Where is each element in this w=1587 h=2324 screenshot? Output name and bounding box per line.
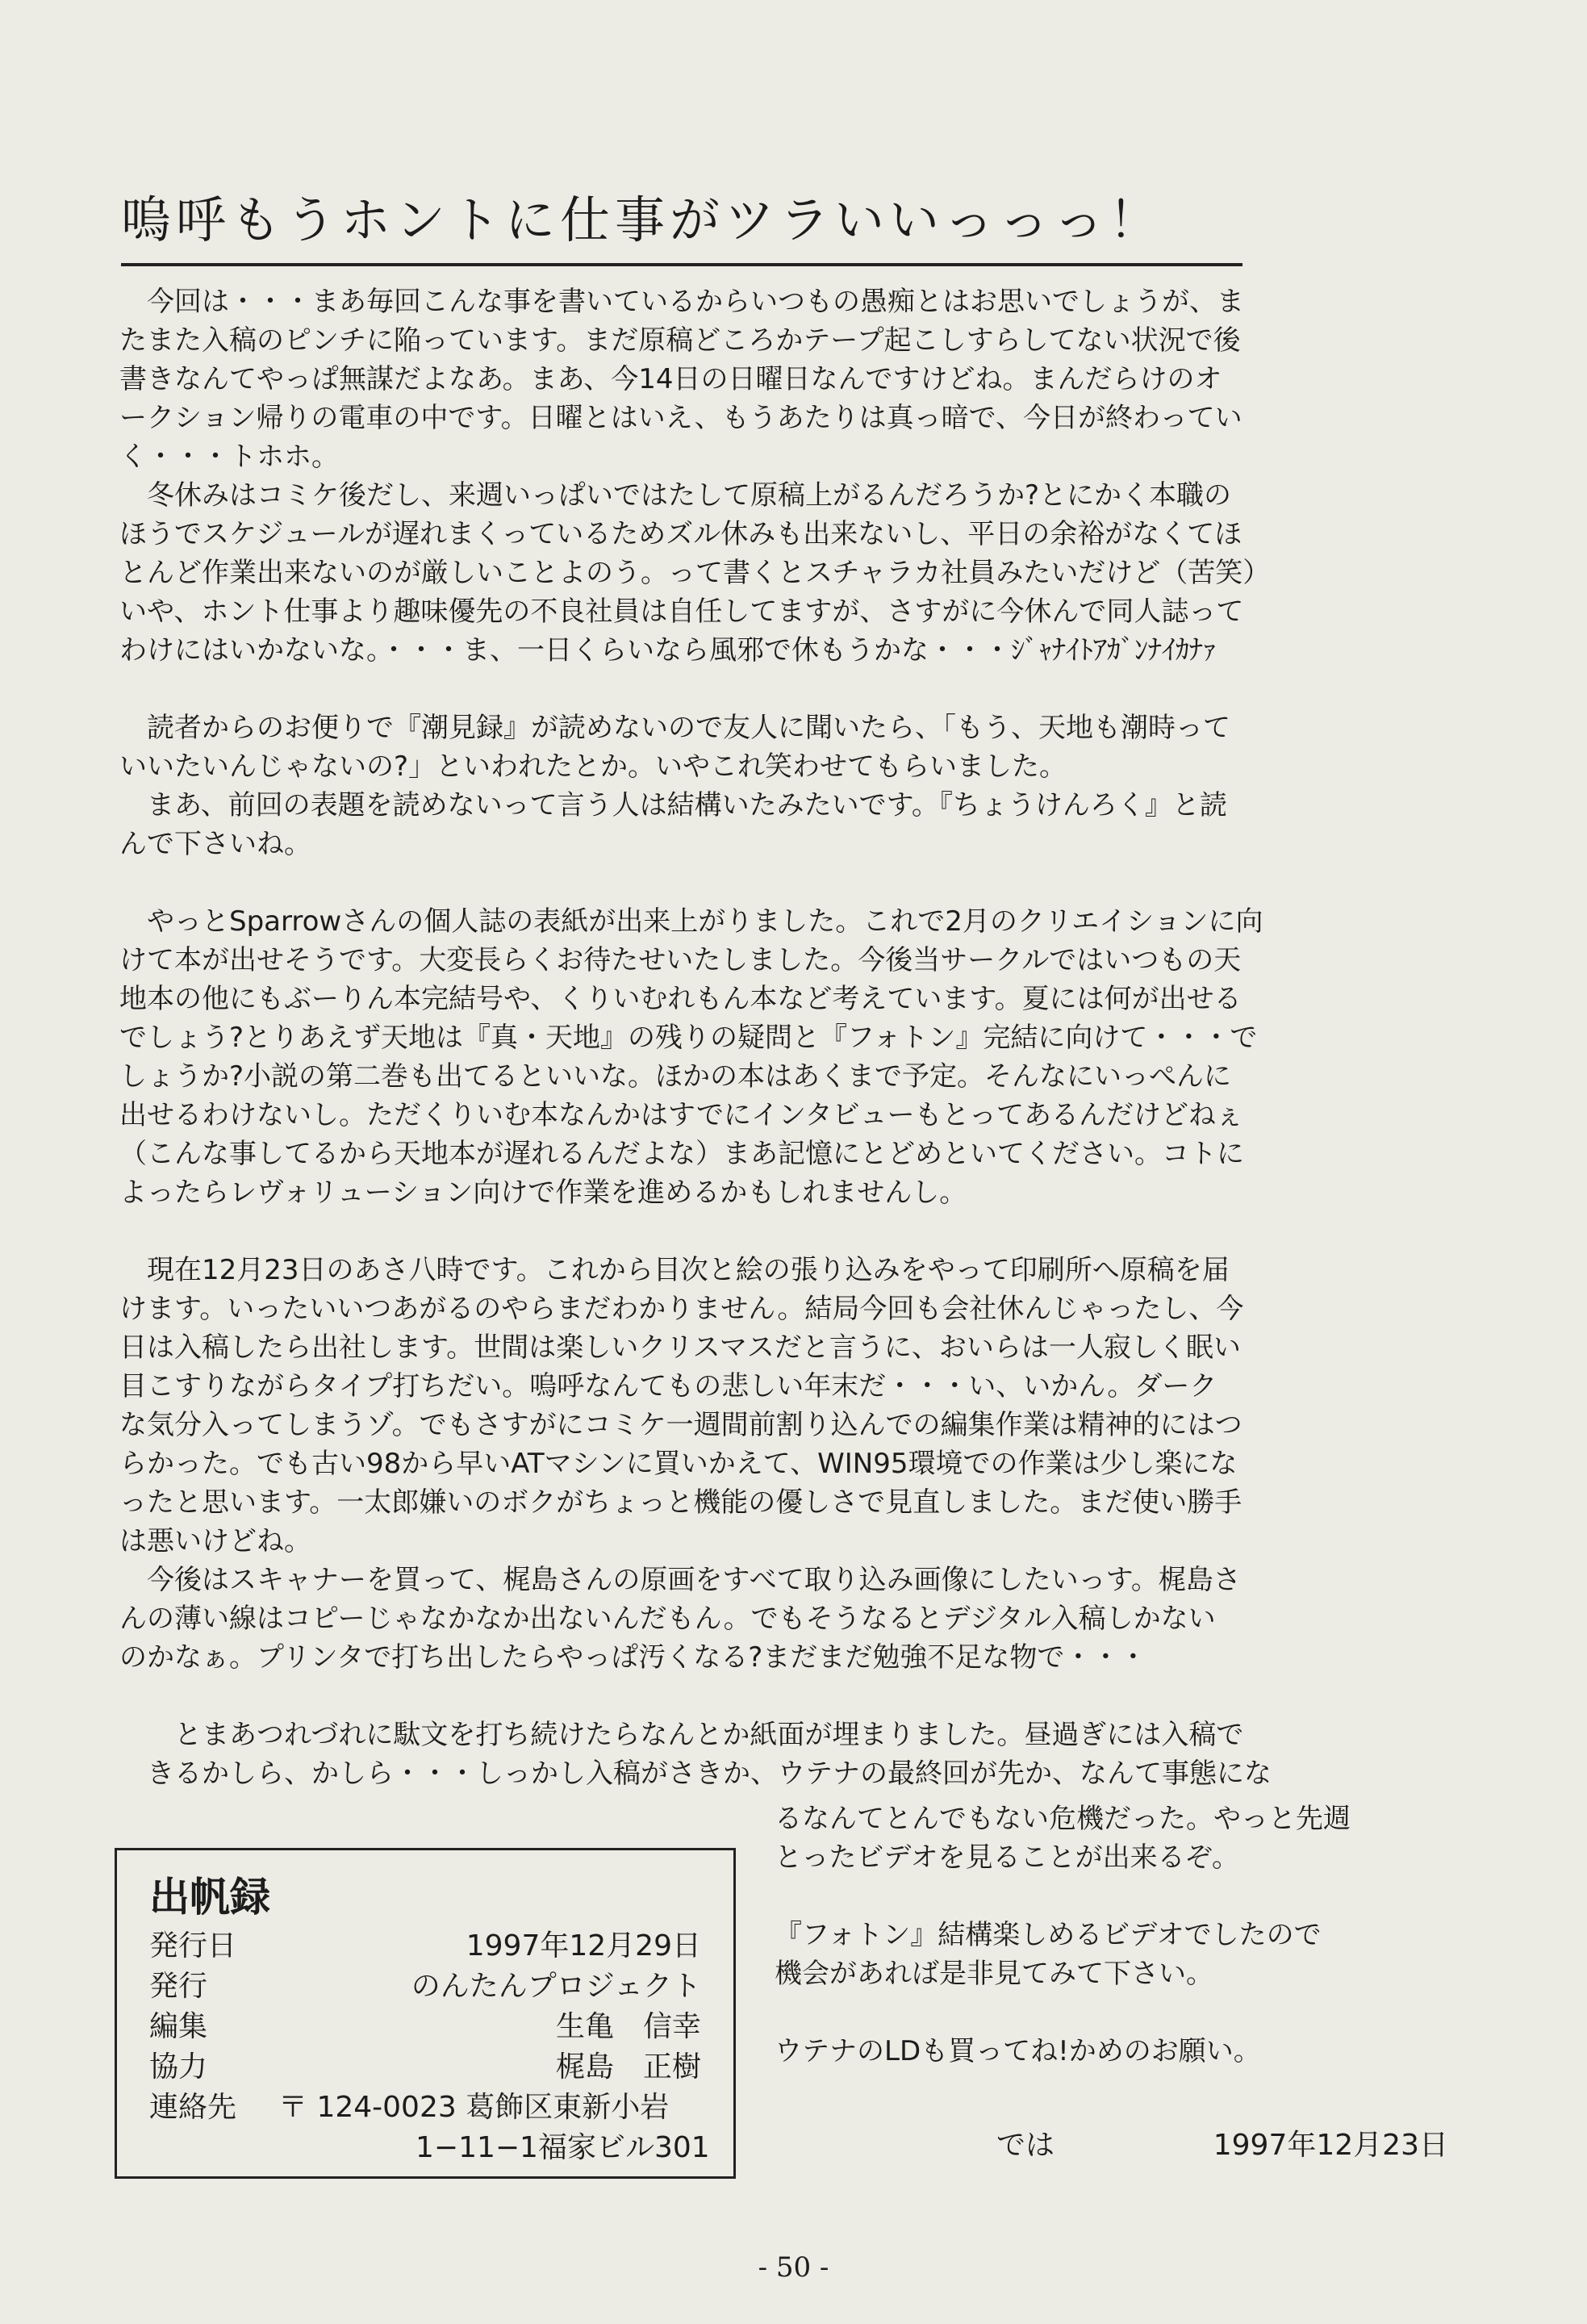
text-line: 日は入稿したら出社します。世間は楽しいクリスマスだと言うに、おいらは一人寂しく眠い <box>119 1331 1241 1364</box>
text-line: 書きなんてやっぱ無謀だよなあ。まあ、今14日の日曜日なんですけどね。まんだらけのオ <box>119 363 1222 395</box>
text-line: ークション帰りの電車の中です。日曜とはいえ、もうあたりは真っ暗で、今日が終わってい <box>119 402 1242 434</box>
text-line: んの薄い線はコピーじゃなかなか出ないんだもん。でもそうなるとデジタル入稿しかない <box>119 1603 1216 1635</box>
colophon-title: 出帆録 <box>149 1874 270 1921</box>
text-line: いいたいんじゃないの?」といわれたとか。いやこれ笑わせてもらいました。 <box>119 750 1067 783</box>
text-line: わけにはいかないな。・・・ま、一日くらいなら風邪で休もうかな・・・ｼﾞｬﾅｲﾄｱｶﾞﾝﾅｲｶﾅｧ <box>119 634 1217 667</box>
text-line: のかなぁ。プリンタで打ち出したらやっぱ汚くなる?まだまだ勉強不足な物で・・・ <box>119 1641 1147 1674</box>
text-line: んで下さいね。 <box>119 828 311 860</box>
text-line: ったと思います。一太郎嫌いのボクがちょっと機能の優しさで見直しました。まだ使い勝手 <box>119 1486 1242 1519</box>
closing-line: るなんてとんでもない危機だった。やっと先週 <box>775 1803 1351 1835</box>
text-line: は悪いけどね。 <box>119 1525 311 1557</box>
colophon-contact <box>149 2088 701 2128</box>
text-line: でしょう?とりあえず天地は『真・天地』の残りの疑問と『フォトン』完結に向けて・・・で <box>119 1022 1258 1054</box>
text-line: しょうか?小説の第二巻も出てるといいな。ほかの本はあくまで予定。そんなにいっぺんに <box>119 1060 1232 1093</box>
text-line: 読者からのお便りで『潮見録』が読めないので友人に聞いたら、「もう、天地も潮時って <box>119 712 1230 744</box>
colophon-row <box>149 2047 701 2088</box>
colophon-value: 生亀 信幸 <box>555 2010 701 2043</box>
closing-notes <box>775 1799 1485 2071</box>
paragraph <box>119 902 1459 1212</box>
text-line: とんど作業出来ないのが厳しいことよのう。って書くとスチャラカ社員みたいだけど（苦笑） <box>119 557 1271 589</box>
colophon-label: 発行 <box>149 1970 208 2003</box>
text-line: （こんな事してるから天地本が遅れるんだよな）まあ記憶にとどめといてください。コトに <box>119 1138 1244 1170</box>
closing-line: とったビデオを見ることが出来るぞ。 <box>775 1841 1239 1874</box>
text-line: まあ、前回の表題を読めないって言う人は結構いたみたいです。『ちょうけんろく』と読 <box>119 789 1227 821</box>
text-line: 出せるわけないし。ただくりいむ本なんかはすでにインタビューもとってあるんだけどねぇ <box>119 1099 1243 1131</box>
text-line: よったらレヴォリューション向けで作業を進めるかもしれませんし。 <box>119 1177 967 1209</box>
text-line: けます。いったいいつあがるのやらまだわかりません。結局今回も会社休んじゃったし、今 <box>119 1293 1244 1325</box>
text-line: けて本が出せそうです。大変長らくお待たせいたしました。今後当サークルではいつもの天 <box>119 944 1242 976</box>
closing-line <box>775 1993 1485 2032</box>
closing-line: 『フォトン』結構楽しめるビデオでしたので <box>775 1919 1322 1951</box>
colophon-label: 発行日 <box>149 1929 237 1962</box>
colophon-rows <box>149 1926 701 2088</box>
text-line: 目こすりながらタイプ打ちだい。嗚呼なんてもの悲しい年末だ・・・い、いかん。ダーク <box>119 1370 1217 1402</box>
colophon-row <box>149 2007 701 2047</box>
page-title: 嗚呼もうホントに仕事がツラいいっっっ！ <box>121 184 1242 266</box>
colophon-row <box>149 1926 701 1967</box>
text-line: 冬休みはコミケ後だし、来週いっぱいではたして原稿上がるんだろうか?とにかく本職の <box>119 479 1232 512</box>
colophon-contact-label: 連絡先 <box>149 2091 237 2124</box>
paragraph <box>119 708 1459 863</box>
text-line: 今後はスキャナーを買って、梶島さんの原画をすべて取り込み画像にしたいっす。梶島さ <box>119 1564 1241 1596</box>
text-line: らかった。でも古い98から早いATマシンに買いかえて、WIN95環境での作業は少し楽にな <box>119 1448 1238 1480</box>
text-line: たまた入稿のピンチに陥っています。まだ原稿どころかテープ起こしすらしてない状況で後 <box>119 324 1241 357</box>
paragraph <box>119 1251 1459 1677</box>
text-line: とまあつれづれに駄文を打ち続けたらなんとか紙面が埋まりました。昼過ぎには入稿で <box>119 1719 1244 1751</box>
colophon-contact-line1: 〒 124-0023 葛飾区東新小岩 <box>278 2091 670 2124</box>
article-body <box>119 282 1459 1793</box>
colophon-value: 1997年12月29日 <box>466 1929 701 1962</box>
colophon-label: 編集 <box>149 2010 208 2043</box>
text-line: な気分入ってしまうゾ。でもさすがにコミケ一週間前割り込んでの編集作業は精神的にはつ <box>119 1409 1242 1441</box>
paragraph <box>119 282 1459 670</box>
text-line: 今回は・・・まあ毎回こんな事を書いているからいつもの愚痴とはお思いでしょうが、ま <box>119 286 1244 318</box>
text-line: ほうでスケジュールが遅れまくっているためズル休みも出来ないし、平日の余裕がなくてほ <box>119 518 1242 550</box>
colophon-row <box>149 1967 701 2007</box>
colophon-contact-line2: 1−11−1福家ビル301 <box>416 2131 710 2164</box>
closing-line: ウテナのLDも買ってね!かめのお願い。 <box>775 2035 1261 2067</box>
closing-line <box>775 1877 1485 1916</box>
closing-line: 機会があれば是非見てみて下さい。 <box>775 1958 1213 1990</box>
sign-off-date: 1997年12月23日 <box>1213 2129 1448 2162</box>
text-line: 地本の他にもぶーりん本完結号や、くりいむれもん本など考えています。夏には何が出せる <box>119 983 1242 1015</box>
text-line: 現在12月23日のあさ八時です。これから目次と絵の張り込みをやって印刷所へ原稿を届 <box>119 1254 1230 1286</box>
sign-off <box>996 2122 1448 2163</box>
page-number: - 50 - <box>758 2251 829 2284</box>
text-line: く・・・トホホ。 <box>119 441 339 473</box>
text-line: きるかしら、かしら・・・しっかし入稿がさきか、ウテナの最終回が先か、なんて事態にな <box>119 1758 1272 1790</box>
colophon-value: 梶島 正樹 <box>555 2050 701 2084</box>
paragraph <box>119 1716 1459 1793</box>
text-line: いや、ホント仕事より趣味優先の不良社員は自任してますが、さすがに今休んで同人誌って <box>119 596 1244 628</box>
colophon-value: のんたんプロジェクト <box>411 1970 701 2003</box>
colophon-box <box>115 1848 736 2179</box>
sign-off-word: では <box>996 2129 1055 2162</box>
colophon-label: 協力 <box>149 2050 208 2084</box>
text-line: やっとSparrowさんの個人誌の表紙が出来上がりました。これで2月のクリエイションに向 <box>119 905 1263 938</box>
